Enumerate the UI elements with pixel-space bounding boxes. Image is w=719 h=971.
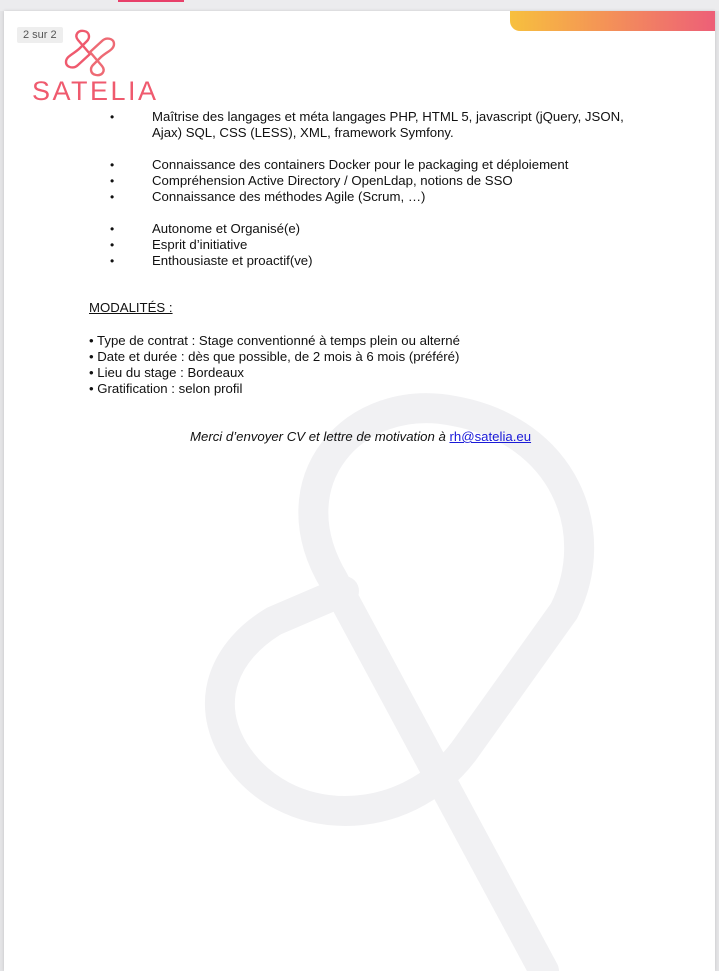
quality-enthusiastic: Enthousiaste et proactif(ve): [152, 253, 313, 268]
skill-docker: Connaissance des containers Docker pour le packaging et déploiement: [152, 157, 569, 172]
viewer-accent-line: [118, 0, 184, 2]
bullet-dot: •: [110, 238, 115, 252]
email-link[interactable]: rh@satelia.eu: [449, 429, 532, 444]
modalite-location: • Lieu du stage : Bordeaux: [89, 365, 244, 380]
document-page: [4, 11, 715, 971]
satelia-watermark-graphic: [4, 11, 715, 971]
skill-languages-line1: Maîtrise des langages et méta langages PHP, HTML 5, javascript (jQuery, JSON,: [152, 109, 624, 124]
quality-initiative: Esprit d’initiative: [152, 237, 248, 252]
skill-agile: Connaissance des méthodes Agile (Scrum, …): [152, 189, 426, 204]
modalite-gratification: • Gratification : selon profil: [89, 381, 243, 396]
modalite-contract-type: • Type de contrat : Stage conventionné à temps plein ou alterné: [89, 333, 460, 348]
modalites-heading: MODALITÉS :: [89, 300, 173, 315]
bullet-dot: •: [110, 174, 115, 188]
page-indicator: 2 sur 2: [17, 27, 63, 43]
satelia-logo-icon: [62, 28, 118, 78]
closing-sentence: [190, 429, 531, 445]
skill-languages-line2: Ajax) SQL, CSS (LESS), XML, framework Symfony.: [152, 125, 454, 140]
bullet-dot: •: [110, 190, 115, 204]
bullet-dot: •: [110, 158, 115, 172]
closing-text: Merci d’envoyer CV et lettre de motivation à: [190, 429, 450, 444]
bullet-dot: •: [110, 110, 115, 124]
bullet-dot: •: [110, 254, 115, 268]
bullet-dot: •: [110, 222, 115, 236]
modalite-date-duration: • Date et durée : dès que possible, de 2 mois à 6 mois (préféré): [89, 349, 460, 364]
satelia-logo-text: SATELIA: [32, 76, 159, 106]
viewer-top-strip: [0, 0, 719, 11]
skill-active-directory: Compréhension Active Directory / OpenLdap, notions de SSO: [152, 173, 513, 188]
quality-autonomous: Autonome et Organisé(e): [152, 221, 301, 236]
